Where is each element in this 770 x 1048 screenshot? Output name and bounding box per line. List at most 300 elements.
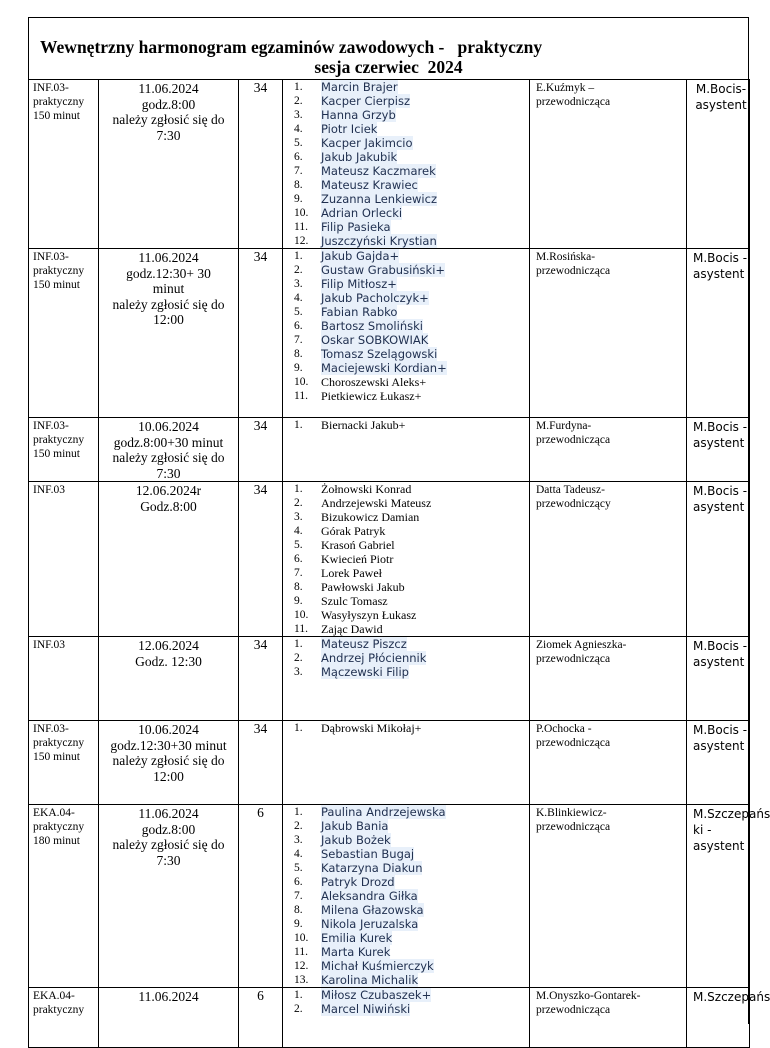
exam-date-cell (99, 805, 239, 988)
student-list-item (283, 178, 529, 192)
student-list (283, 988, 529, 1016)
student-list-item (283, 94, 529, 108)
committee-chair-cell (530, 249, 687, 418)
student-list-item (283, 973, 529, 987)
assistant-line: M.Bocis- (695, 82, 747, 96)
student-name: Jakub Pacholczyk+ (321, 291, 429, 305)
exam-date-line: 7:30 (156, 852, 181, 868)
student-list-item (283, 566, 529, 580)
student-list-item (283, 959, 529, 973)
student-list-item (283, 538, 529, 552)
assistant-line: asystent (693, 500, 745, 514)
student-name: Krasoń Gabriel (321, 538, 395, 552)
room-number-cell (239, 418, 283, 482)
student-name: Żołnowski Konrad (321, 482, 412, 496)
list-number: 11. (294, 221, 308, 233)
list-number: 10. (294, 609, 309, 621)
exam-code-line: 180 minut (33, 835, 80, 847)
student-name: Pietkiewicz Łukasz+ (321, 389, 422, 403)
room-number: 34 (253, 418, 268, 433)
exam-code-line: INF.03- (33, 82, 69, 94)
student-list-item (283, 861, 529, 875)
student-list-cell (283, 721, 530, 805)
assistant-line: M.Szczepańs (693, 807, 770, 821)
student-list (283, 721, 529, 735)
assistant-cell (687, 637, 750, 721)
exam-code-line: 150 minut (33, 448, 80, 460)
student-name: Nikola Jeruzalska (321, 917, 419, 931)
list-number: 4. (294, 525, 303, 537)
exam-date-line: 10.06.2024 (138, 419, 199, 434)
committee-chair-line: przewodnicząca (536, 434, 611, 446)
list-number: 3. (294, 666, 303, 678)
committee-chair-line: P.Ochocka - (536, 723, 592, 735)
committee-chair-line: przewodnicząca (536, 96, 611, 108)
student-name: Marcel Niwiński (321, 1002, 411, 1016)
student-name: Lorek Paweł (321, 566, 382, 580)
exam-date-cell (99, 988, 239, 1048)
student-list-item (283, 108, 529, 122)
student-list-item (283, 819, 529, 833)
exam-date-line: godz.8:00 (141, 96, 196, 112)
committee-chair-line: M.Onyszko-Gontarek- (536, 990, 641, 1002)
exam-date-line: należy zgłosić się do (112, 112, 225, 127)
title-line-2: sesja czerwiec 2024 (314, 57, 463, 77)
student-name: Bizukowicz Damian (321, 510, 420, 524)
student-name: Choroszewski Aleks+ (321, 375, 427, 389)
exam-date-line: 11.06.2024 (138, 806, 199, 821)
list-number: 8. (294, 179, 303, 191)
list-number: 2. (294, 95, 303, 107)
student-name: Juszczyński Krystian (321, 234, 437, 248)
list-number: 4. (294, 292, 303, 304)
exam-date-line: 11.06.2024 (138, 81, 199, 96)
list-number: 9. (294, 362, 303, 374)
exam-date-line: 7:30 (156, 127, 181, 143)
list-number: 4. (294, 848, 303, 860)
list-number: 9. (294, 193, 303, 205)
exam-date-line: godz.8:00 (141, 821, 196, 837)
list-number: 10. (294, 207, 309, 219)
student-name: Mateusz Krawiec (321, 178, 418, 192)
exam-date-line: 10.06.2024 (138, 722, 199, 737)
list-number: 5. (294, 137, 303, 149)
assistant-line: M.Bocis - (693, 639, 748, 653)
student-list (283, 249, 529, 403)
student-list-item (283, 206, 529, 220)
student-list-item (283, 249, 529, 263)
room-number: 34 (253, 249, 268, 264)
student-list-item (283, 389, 529, 403)
list-number: 7. (294, 334, 303, 346)
committee-chair-cell (530, 637, 687, 721)
list-number: 1. (294, 419, 303, 431)
assistant-line: M.Szczepańs (693, 990, 770, 1004)
student-list-cell (283, 988, 530, 1048)
list-number: 6. (294, 553, 303, 565)
exam-code-cell (29, 482, 99, 637)
committee-chair-line: przewodnicząca (536, 1004, 611, 1016)
student-name: Aleksandra Giłka (321, 889, 418, 903)
exam-code-line: INF.03 (33, 639, 65, 651)
exam-date-line: Godz.8:00 (140, 498, 197, 514)
student-list-item (283, 945, 529, 959)
assistant-cell (687, 249, 750, 418)
exam-date-line: 12.06.2024r (135, 483, 202, 498)
assistant-cell (687, 482, 750, 637)
student-list-item (283, 319, 529, 333)
student-list-cell (283, 805, 530, 988)
exam-code-cell (29, 637, 99, 721)
list-number: 10. (294, 376, 309, 388)
student-name: Oskar SOBKOWIAK (321, 333, 429, 347)
list-number: 1. (294, 722, 303, 734)
list-number: 1. (294, 989, 303, 1001)
room-number-cell (239, 482, 283, 637)
student-list-item (283, 220, 529, 234)
student-name: Tomasz Szelągowski (321, 347, 438, 361)
schedule-row (29, 80, 750, 249)
list-number: 11. (294, 623, 308, 635)
exam-code-line: praktyczny (33, 821, 85, 833)
student-list-item (283, 847, 529, 861)
committee-chair-line: przewodnicząca (536, 653, 611, 665)
student-name: Kacper Jakimcio (321, 136, 413, 150)
committee-chair-line: K.Blinkiewicz- (536, 807, 607, 819)
committee-chair-line: przewodnicząca (536, 737, 611, 749)
room-number: 34 (253, 482, 268, 497)
student-list-item (283, 277, 529, 291)
exam-date-line: godz.12:30+ 30 (126, 265, 211, 281)
room-number: 34 (253, 637, 268, 652)
exam-date-line: należy zgłosić się do (112, 450, 225, 465)
student-list-item (283, 988, 529, 1002)
list-number: 6. (294, 320, 303, 332)
student-list (283, 482, 529, 636)
committee-chair-line: przewodnicząca (536, 821, 611, 833)
exam-date-line: należy zgłosić się do (112, 753, 225, 768)
student-list-item (283, 875, 529, 889)
committee-chair-line: przewodnicząca (536, 265, 611, 277)
student-list-item (283, 361, 529, 375)
exam-code-line: 150 minut (33, 110, 80, 122)
exam-date-cell (99, 249, 239, 418)
student-name: Miłosz Czubaszek+ (321, 988, 432, 1002)
list-number: 1. (294, 638, 303, 650)
student-name: Gustaw Grabusiński+ (321, 263, 446, 277)
room-number-cell (239, 988, 283, 1048)
schedule-row (29, 249, 750, 418)
student-list-item (283, 552, 529, 566)
student-list-item (283, 637, 529, 651)
room-number-cell (239, 721, 283, 805)
student-list-item (283, 375, 529, 389)
assistant-cell (687, 80, 750, 249)
room-number: 34 (253, 80, 268, 95)
room-number: 34 (253, 721, 268, 736)
student-list-item (283, 651, 529, 665)
student-name: Jakub Gajda+ (321, 249, 400, 263)
student-list-item (283, 721, 529, 735)
student-name: Marcin Brajer (321, 80, 398, 94)
student-list-cell (283, 80, 530, 249)
room-number: 6 (257, 988, 264, 1003)
student-name: Hanna Grzyb (321, 108, 396, 122)
student-name: Sebastian Bugaj (321, 847, 415, 861)
student-name: Kacper Cierpisz (321, 94, 411, 108)
exam-code-line: praktyczny (33, 1004, 85, 1016)
list-number: 9. (294, 595, 303, 607)
list-number: 3. (294, 278, 303, 290)
list-number: 7. (294, 165, 303, 177)
exam-code-cell (29, 805, 99, 988)
student-name: Pawłowski Jakub (321, 580, 405, 594)
exam-date-line: 11.06.2024 (138, 989, 199, 1004)
student-list-item (283, 524, 529, 538)
committee-chair-cell (530, 482, 687, 637)
exam-date-line: 12:00 (153, 768, 184, 784)
student-name: Maciejewski Kordian+ (321, 361, 447, 375)
committee-chair-cell (530, 80, 687, 249)
student-list-item (283, 608, 529, 622)
student-name: Paulina Andrzejewska (321, 805, 446, 819)
student-list-item (283, 347, 529, 361)
student-name: Andrzejewski Mateusz (321, 496, 432, 510)
student-name: Filip Pasieka (321, 220, 391, 234)
list-number: 1. (294, 806, 303, 818)
student-list-item (283, 622, 529, 636)
list-number: 11. (294, 390, 308, 402)
assistant-cell (687, 805, 770, 988)
list-number: 13. (294, 974, 309, 986)
student-name: Bartosz Smoliński (321, 319, 423, 333)
student-list-cell (283, 249, 530, 418)
list-number: 2. (294, 497, 303, 509)
student-name: Jakub Jakubik (321, 150, 398, 164)
exam-date-cell (99, 721, 239, 805)
assistant-cell (687, 418, 750, 482)
assistant-line: M.Bocis - (693, 723, 748, 737)
student-list-cell (283, 418, 530, 482)
student-name: Zuzanna Lenkiewicz (321, 192, 437, 206)
exam-date-line: należy zgłosić się do (112, 837, 225, 852)
room-number-cell (239, 637, 283, 721)
exam-code-line: INF.03- (33, 723, 69, 735)
list-number: 2. (294, 820, 303, 832)
student-list-item (283, 136, 529, 150)
exam-date-line: Godz. 12:30 (135, 653, 202, 669)
schedule-row (29, 988, 750, 1048)
student-name: Marta Kurek (321, 945, 391, 959)
room-number: 6 (257, 805, 264, 820)
student-name: Jakub Bania (321, 819, 389, 833)
list-number: 8. (294, 904, 303, 916)
student-list-item (283, 291, 529, 305)
list-number: 4. (294, 123, 303, 135)
student-name: Dąbrowski Mikołaj+ (321, 721, 422, 735)
student-list-item (283, 580, 529, 594)
exam-code-line: EKA.04- (33, 990, 75, 1002)
list-number: 5. (294, 306, 303, 318)
schedule-row (29, 482, 750, 637)
student-list-item (283, 418, 529, 432)
exam-date-line: 12.06.2024 (138, 638, 199, 653)
committee-chair-cell (530, 721, 687, 805)
list-number: 3. (294, 109, 303, 121)
list-number: 2. (294, 652, 303, 664)
list-number: 3. (294, 834, 303, 846)
student-name: Katarzyna Diakun (321, 861, 423, 875)
student-name: Jakub Bożek (321, 833, 391, 847)
exam-code-cell (29, 80, 99, 249)
student-list-item (283, 122, 529, 136)
list-number: 1. (294, 81, 303, 93)
committee-chair-line: M.Furdyna- (536, 420, 592, 432)
list-number: 12. (294, 235, 309, 247)
assistant-line: ki - asystent (693, 823, 745, 853)
student-name: Biernacki Jakub+ (321, 418, 406, 432)
student-name: Karolina Michalik (321, 973, 419, 987)
schedule-row (29, 721, 750, 805)
exam-date-line: godz.8:00+30 minut (113, 434, 224, 450)
student-list-item (283, 931, 529, 945)
exam-code-cell (29, 988, 99, 1048)
student-list-item (283, 496, 529, 510)
list-number: 10. (294, 932, 309, 944)
student-name: Milena Głazowska (321, 903, 424, 917)
committee-chair-cell (530, 988, 687, 1048)
list-number: 1. (294, 483, 303, 495)
student-name: Mateusz Piszcz (321, 637, 407, 651)
student-list-item (283, 150, 529, 164)
committee-chair-cell (530, 418, 687, 482)
exam-code-line: INF.03 (33, 484, 65, 496)
exam-date-line: 7:30 (156, 465, 181, 481)
exam-code-cell (29, 721, 99, 805)
student-list (283, 418, 529, 432)
student-list-item (283, 805, 529, 819)
assistant-line: asystent (693, 436, 745, 450)
exam-code-line: 150 minut (33, 751, 80, 763)
student-name: Piotr Iciek (321, 122, 378, 136)
exam-date-line: należy zgłosić się do (112, 296, 225, 312)
list-number: 6. (294, 876, 303, 888)
exam-date-line: minut (152, 281, 185, 296)
exam-date-cell (99, 80, 239, 249)
assistant-line: M.Bocis - (693, 420, 748, 434)
list-number: 1. (294, 250, 303, 262)
list-number: 6. (294, 151, 303, 163)
student-name: Patryk Drozd (321, 875, 395, 889)
list-number: 7. (294, 567, 303, 579)
list-number: 5. (294, 539, 303, 551)
list-number: 12. (294, 960, 309, 972)
student-name: Mączewski Filip (321, 665, 409, 679)
list-number: 8. (294, 348, 303, 360)
student-name: Kwiecień Piotr (321, 552, 394, 566)
list-number: 3. (294, 511, 303, 523)
exam-date-line: godz.12:30+30 minut (110, 737, 227, 753)
exam-code-line: praktyczny (33, 265, 85, 277)
list-number: 2. (294, 264, 303, 276)
student-list-item (283, 889, 529, 903)
list-number: 9. (294, 918, 303, 930)
student-name: Mateusz Kaczmarek (321, 164, 436, 178)
student-list-item (283, 192, 529, 206)
exam-schedule-table (28, 79, 770, 1048)
student-name: Andrzej Płóciennik (321, 651, 427, 665)
exam-code-line: INF.03- (33, 420, 69, 432)
student-list (283, 637, 529, 679)
assistant-line: M.Bocis - (693, 251, 748, 265)
student-list-item (283, 917, 529, 931)
title-line-1: Wewnętrzny harmonogram egzaminów zawodowych - praktyczny (40, 37, 543, 57)
committee-chair-line: E.Kuźmyk – (536, 82, 595, 94)
exam-code-line: INF.03- (33, 251, 69, 263)
exam-code-line: praktyczny (33, 737, 85, 749)
student-list-item (283, 482, 529, 496)
room-number-cell (239, 805, 283, 988)
student-name: Zając Dawid (321, 622, 383, 636)
student-list-cell (283, 482, 530, 637)
list-number: 11. (294, 946, 308, 958)
committee-chair-line: przewodniczący (536, 498, 611, 510)
assistant-line: asystent (693, 267, 745, 281)
exam-code-line: praktyczny (33, 434, 85, 446)
student-name: Szulc Tomasz (321, 594, 388, 608)
student-name: Wasyłyszyn Łukasz (321, 608, 417, 622)
room-number-cell (239, 249, 283, 418)
committee-chair-line: M.Rosińska- (536, 251, 596, 263)
committee-chair-cell (530, 805, 687, 988)
schedule-row (29, 637, 750, 721)
committee-chair-line: Datta Tadeusz- (536, 484, 605, 496)
committee-chair-line: Ziomek Agnieszka- (536, 639, 627, 651)
student-name: Filip Mitłosz+ (321, 277, 397, 291)
schedule-row (29, 418, 750, 482)
student-list-cell (283, 637, 530, 721)
exam-code-cell (29, 249, 99, 418)
student-name: Emilia Kurek (321, 931, 393, 945)
assistant-cell (687, 721, 750, 805)
student-list (283, 80, 529, 248)
exam-code-line: 150 minut (33, 279, 80, 291)
exam-code-line: EKA.04- (33, 807, 75, 819)
exam-date-cell (99, 482, 239, 637)
student-list-item (283, 665, 529, 679)
assistant-line: asystent (695, 98, 747, 112)
student-list-item (283, 510, 529, 524)
list-number: 7. (294, 890, 303, 902)
student-list-item (283, 833, 529, 847)
exam-date-cell (99, 418, 239, 482)
exam-date-cell (99, 637, 239, 721)
student-list-item (283, 80, 529, 94)
schedule-row (29, 805, 750, 988)
student-list-item (283, 1002, 529, 1016)
list-number: 8. (294, 581, 303, 593)
student-list-item (283, 263, 529, 277)
student-name: Fabian Rabko (321, 305, 398, 319)
room-number-cell (239, 80, 283, 249)
student-name: Michał Kuśmierczyk (321, 959, 434, 973)
document-title (28, 17, 749, 80)
student-list-item (283, 164, 529, 178)
student-list-item (283, 333, 529, 347)
student-list-item (283, 594, 529, 608)
student-name: Adrian Orlecki (321, 206, 403, 220)
list-number: 2. (294, 1003, 303, 1015)
